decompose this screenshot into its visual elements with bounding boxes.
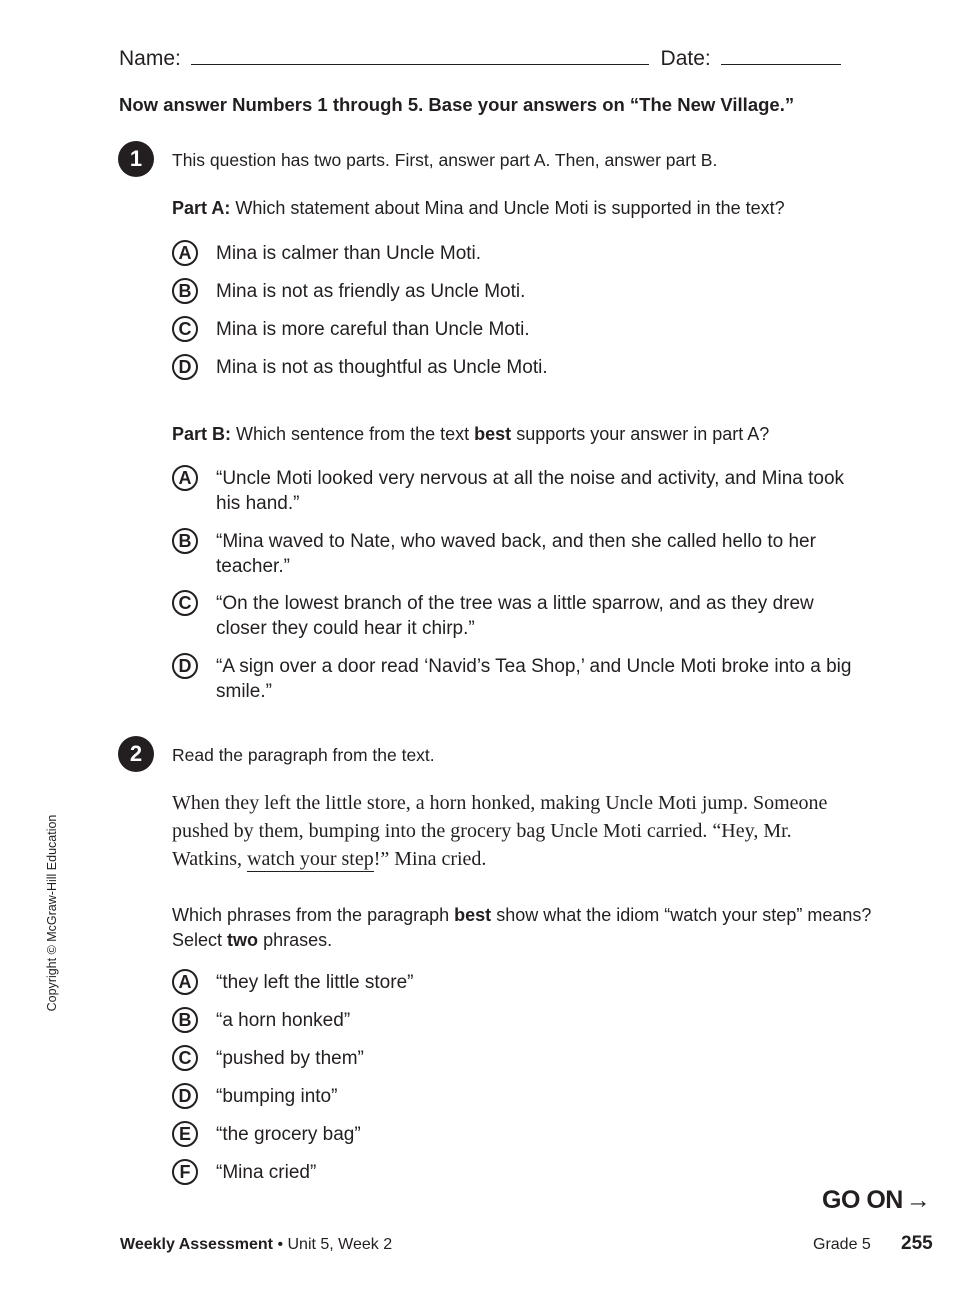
prompt-part-2: show what the idiom “watch your step” means? Select (172, 905, 872, 950)
option-bubble[interactable]: A (172, 969, 198, 995)
question-2-number: 2 (118, 736, 154, 772)
part-a-label: Part A: (172, 198, 231, 218)
option-text: Mina is calmer than Uncle Moti. (216, 243, 482, 264)
option-bubble[interactable]: C (172, 316, 198, 342)
option-text: “bumping into” (216, 1086, 338, 1107)
option-text: “they left the little store” (216, 972, 414, 993)
name-label: Name: (119, 47, 181, 70)
option-text: “pushed by them” (216, 1048, 364, 1069)
option-bubble[interactable]: F (172, 1159, 198, 1185)
option-text: “a horn honked” (216, 1010, 351, 1031)
question-1-number: 1 (118, 141, 154, 177)
question-1-intro: This question has two parts. First, answer part A. Then, answer part B. (172, 150, 718, 170)
option-text: “On the lowest branch of the tree was a little sparrow, and as they drew closer they could hear it chirp.” (216, 593, 814, 639)
part-b-prompt (172, 424, 769, 445)
copyright-notice: Copyright © McGraw-Hill Education (45, 814, 59, 1012)
part-a-prompt (172, 198, 785, 219)
option-text: “Mina waved to Nate, who waved back, and then she called hello to her teacher.” (216, 531, 816, 577)
option-text: “Mina cried” (216, 1162, 317, 1183)
passage-text-end: !” Mina cried. (373, 848, 487, 870)
prompt-emphasis-best: best (454, 905, 492, 925)
option-bubble[interactable]: A (172, 240, 198, 266)
part-a-question: Which statement about Mina and Uncle Moti is supported in the text? (235, 198, 785, 218)
footer-unit-week: • Unit 5, Week 2 (277, 1236, 393, 1253)
name-date-header (119, 46, 841, 71)
option-text: “Uncle Moti looked very nervous at all the noise and activity, and Mina took his hand.” (216, 468, 845, 514)
option-bubble[interactable]: E (172, 1121, 198, 1147)
footer-grade: Grade 5 (813, 1236, 871, 1253)
date-field-line[interactable] (721, 46, 841, 65)
option-bubble[interactable]: C (172, 1045, 198, 1071)
option-text: Mina is not as friendly as Uncle Moti. (216, 281, 526, 302)
part-b-question-end: supports your answer in part A? (516, 424, 770, 444)
footer-assessment-title: Weekly Assessment (120, 1236, 273, 1253)
option-bubble[interactable]: A (172, 465, 198, 491)
arrow-right-icon: → (905, 1186, 931, 1214)
footer-assessment (120, 1236, 392, 1254)
question-2-prompt (172, 903, 872, 953)
go-on-indicator (822, 1186, 930, 1215)
option-bubble[interactable]: B (172, 1007, 198, 1033)
part-b-label: Part B: (172, 424, 232, 444)
prompt-emphasis-two: two (227, 930, 259, 950)
option-text: “A sign over a door read ‘Navid’s Tea Shop,’ and Uncle Moti broke into a big smile.” (216, 656, 852, 702)
passage-text-start: When they left the little store, a horn honked, making Uncle Moti jump. Someone pushed by them, bumping into the grocery bag Uncle Moti carried. “Hey, Mr. Watkins, (172, 792, 828, 870)
prompt-part-1: Which phrases from the paragraph (172, 905, 450, 925)
go-on-label: GO ON (822, 1186, 903, 1214)
option-text: Mina is not as thoughtful as Uncle Moti. (216, 357, 548, 378)
passage-underlined-idiom: watch your step (247, 848, 374, 870)
option-bubble[interactable]: D (172, 1083, 198, 1109)
option-text: Mina is more careful than Uncle Moti. (216, 319, 530, 340)
question-2-intro: Read the paragraph from the text. (172, 745, 435, 765)
option-bubble[interactable]: C (172, 590, 198, 616)
part-b-question-start: Which sentence from the text (236, 424, 470, 444)
date-label: Date: (660, 47, 711, 70)
passage-paragraph (172, 789, 862, 873)
option-bubble[interactable]: B (172, 528, 198, 554)
option-text: “the grocery bag” (216, 1124, 361, 1145)
option-bubble[interactable]: D (172, 653, 198, 679)
instructions: Now answer Numbers 1 through 5. Base your answers on “The New Village.” (119, 94, 795, 115)
option-bubble[interactable]: D (172, 354, 198, 380)
name-field-line[interactable] (191, 46, 649, 65)
prompt-part-3: phrases. (263, 930, 333, 950)
option-bubble[interactable]: B (172, 278, 198, 304)
part-b-question-emphasis: best (474, 424, 512, 444)
page-number: 255 (901, 1233, 933, 1254)
